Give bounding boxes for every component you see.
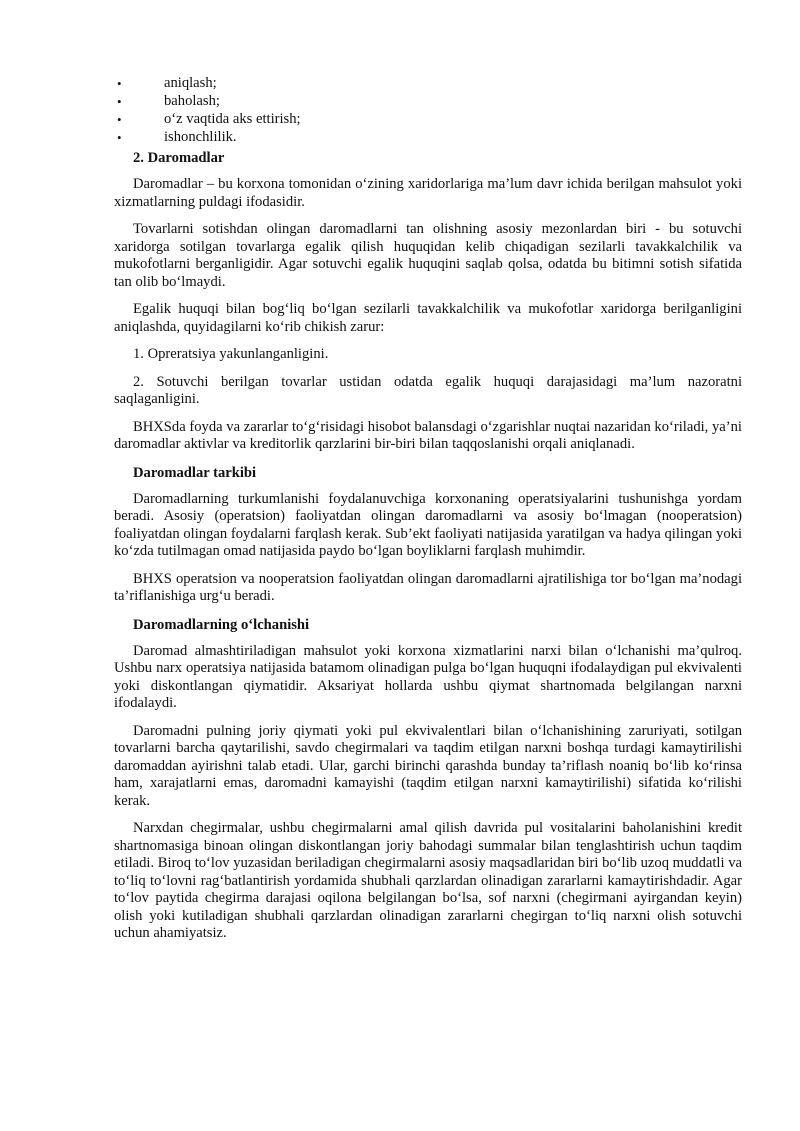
paragraph: Narxdan chegirmalar, ushbu chegirmalarni amal qilish davrida pul vositalarini baholanishini kredit shartnomasiga binoan olingan diskontlangan joriy bahodagi summalar bilan tenglashtirish uchun taqdim etiladi. Biroq to‘lov yuzasidan beriladigan chegirmalarni asosiy maqsadlaridan biri bo‘lib uzoq muddatli va to‘liq to‘lovni rag‘batlantirish yordamida shubhali qarzlardan olinadigan zararlarni kamaytirishdadir. Agar to‘lov paytida chegirma darajasi oqilona belgilangan bo‘lsa, sof narxni (chegirmani ayirgandan keyin) olish yoki kutiladigan shubhali qarzlardan olinadigan zararlarni chegirgan to‘liq narxni olish sotuvchi uchun ahamiyatsiz.	[114, 820, 742, 941]
list-item: • o‘z vaqtida aks ettirish;	[117, 111, 301, 127]
paragraph: Daromadlarning turkumlanishi foydalanuvchiga korxonaning operatsiyalarini tushunishga yordam beradi. Asosiy (operatsion) faoliyatdan olingan daromadlarni va asosiy bo‘lmagan (nooperatsion) foaliyatdan olingan foydalarni farqlash kerak. Sub’ekt faoliyati natijasida yaratilgan va hadya qilingan yoki ko‘zda tutilmagan omad natijasida paydo bo‘lgan boyliklarni farqlash muhimdir.	[114, 490, 742, 559]
paragraph: Daromadni pulning joriy qiymati yoki pul ekvivalentlari bilan o‘lchanishining zaruriyati, sotilgan tovarlarni barcha qaytarilishi, savdo chegirmalari va taqdim etilgan narxni boshqa turdagi kamaytirilishi daromaddan ayirishni talab etadi. Ular, garchi birinchi qarashda bunday ta’riflash noaniq bo‘lib ko‘rinsa ham, xarajatlarni emas, daromadni kamayishi (taqdim etilgan narxni kamaytirilishi) sifatida ko‘rilishi kerak.	[114, 722, 742, 809]
list-item: • baholash;	[117, 93, 220, 109]
paragraph: 2. Sotuvchi berilgan tovarlar ustidan odatda egalik huquqi darajasidagi ma’lum nazoratni saqlaganligini.	[114, 373, 742, 407]
paragraph: Tovarlarni sotishdan olingan daromadlarni tan olishning asosiy mezonlardan biri - bu sotuvchi xaridorga sotilgan tovarlarga egalik qilish huquqidan kelib chiqadigan sezilarli tavakkalchilik va mukofotlarni berganligidir. Agar sotuvchi egalik huquqini saqlab qolsa, odatda bu bitimni sotish sifatida tan olib bo‘lmaydi.	[114, 221, 742, 290]
criteria-list	[114, 75, 742, 147]
list-item: • aniqlash;	[117, 75, 217, 91]
bullet-icon: •	[117, 112, 122, 127]
bullet-icon: •	[117, 130, 122, 145]
paragraph: Daromadlar – bu korxona tomonidan o‘zining xaridorlariga ma’lum davr ichida berilgan mahsulot yoki xizmatlarning puldagi ifodasidir.	[114, 176, 742, 210]
bullet-icon: •	[117, 94, 122, 109]
paragraph: 1. Opreratsiya yakunlanganligini.	[133, 346, 329, 362]
section-title: 2. Daromadlar	[133, 150, 225, 166]
bullet-icon: •	[117, 76, 122, 91]
paragraph: BHXS operatsion va nooperatsion faoliyatdan olingan daromadlarni ajratilishiga tor bo‘lgan ma’nodagi ta’riflanishiga urg‘u beradi.	[114, 570, 742, 604]
subheading-tarkibi: Daromadlar tarkibi	[133, 464, 257, 481]
paragraph: Daromad almashtiriladigan mahsulot yoki korxona xizmatlarini narxi bilan o‘lchanishi ma’qulroq. Ushbu narx operatsiya natijasida batamom olinadigan pulga bo‘lgan huquqni ifodalaydigan pul ekvivalenti yoki diskontlangan qiymatidir. Aksariyat hollarda ushbu qiymat shartnomada belgilangan narxni ifodalaydi.	[114, 642, 742, 711]
list-item: • ishonchlilik.	[117, 129, 237, 145]
paragraph: BHXSda foyda va zararlar to‘g‘risidagi hisobot balansdagi o‘zgarishlar nuqtai nazaridan ko‘riladi, ya’ni daromadlar aktivlar va kreditorlik qarzlarini bir-biri bilan taqqoslanishi orqali aniqlanadi.	[114, 418, 742, 452]
subheading-olchanishi: Daromadlarning o‘lchanishi	[133, 616, 310, 633]
paragraph: Egalik huquqi bilan bog‘liq bo‘lgan sezilarli tavakkalchilik va mukofotlar xaridorga berilganligini aniqlashda, quyidagilarni ko‘rib chikish zarur:	[114, 301, 742, 335]
